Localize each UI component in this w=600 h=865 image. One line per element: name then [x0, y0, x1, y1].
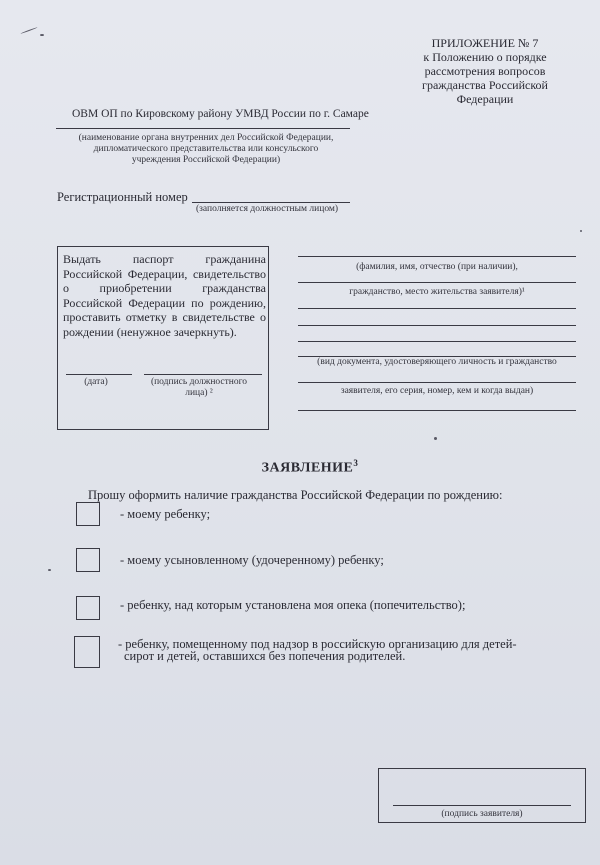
registration-label: Регистрационный номер: [57, 190, 188, 204]
applicant-signature-box: [378, 768, 586, 823]
statement-title-text: ЗАЯВЛЕНИЕ: [261, 460, 354, 476]
applicant-extra-line[interactable]: [298, 410, 576, 411]
applicant-address-line-2[interactable]: [298, 325, 576, 326]
option-adopted-child: - моему усыновленному (удочеренному) ребенку;: [120, 553, 384, 567]
option-supervised-child-cont: сирот и детей, оставшихся без попечения родителей.: [124, 649, 406, 663]
option-checkbox-supervised-child[interactable]: [74, 636, 100, 668]
appendix-line: рассмотрения вопросов: [424, 64, 546, 78]
applicant-document-details-line[interactable]: [298, 382, 576, 383]
official-box: [57, 246, 269, 430]
option-guardianship-child: - ребенку, над которым установлена моя опека (попечительство);: [120, 598, 466, 612]
applicant-citizenship-line[interactable]: [298, 282, 576, 283]
appendix-line: к Положению о порядке: [423, 50, 547, 64]
appendix-line: гражданства Российской: [422, 78, 548, 92]
statement-intro: Прошу оформить наличие гражданства Российской Федерации по рождению:: [88, 488, 503, 502]
option-own-child: - моему ребенку;: [120, 507, 211, 521]
scan-mark: [434, 437, 437, 440]
applicant-citizenship-caption: гражданство, место жительства заявителя)¹: [349, 287, 525, 297]
date-line[interactable]: [66, 374, 132, 375]
organ-name-value: ОВМ ОП по Кировскому району УМВД России по г. Самаре: [72, 108, 369, 120]
registration-caption: (заполняется должностным лицом): [196, 204, 339, 214]
caption-line: (наименование органа внутренних дел Российской Федерации,: [78, 133, 334, 143]
scan-mark: [20, 27, 37, 34]
appendix-line: Федерации: [456, 92, 514, 106]
caption-line: учреждения Российской Федерации): [131, 155, 281, 165]
scan-mark: [48, 569, 51, 571]
organ-name-line[interactable]: [56, 128, 350, 129]
option-supervised-child: - ребенку, помещенному под надзор в российскую организацию для детей-: [118, 637, 517, 651]
official-instruction: Выдать паспорт гражданина Российской Федерации, свидетельство о приобретении гражданства Российской Федерации по рождению, проставить отметку в свидетельстве о рождении (ненужное зачеркнуть).: [63, 252, 266, 339]
organ-name-caption: [56, 133, 356, 166]
caption-line: дипломатического представительства или консульского: [93, 144, 319, 154]
scan-mark: [580, 230, 582, 232]
appendix-header: [400, 36, 570, 106]
registration-number-line[interactable]: [192, 202, 350, 203]
statement-title: [0, 458, 600, 477]
applicant-document-details-caption: заявителя, его серия, номер, кем и когда выдан): [340, 386, 534, 396]
applicant-signature-line[interactable]: [393, 805, 571, 806]
applicant-address-line-1[interactable]: [298, 308, 576, 309]
scan-mark: [40, 34, 44, 36]
applicant-document-caption: (вид документа, удостоверяющего личность и гражданство: [317, 357, 557, 367]
date-caption: (дата): [84, 377, 108, 387]
option-checkbox-adopted-child[interactable]: [76, 548, 100, 572]
applicant-address-line-3[interactable]: [298, 341, 576, 342]
official-signature-caption: (подпись должностного лица) ²: [150, 377, 248, 398]
official-signature-line[interactable]: [144, 374, 262, 375]
appendix-line: ПРИЛОЖЕНИЕ № 7: [431, 36, 539, 50]
applicant-name-caption: (фамилия, имя, отчество (при наличии),: [356, 262, 518, 272]
option-checkbox-own-child[interactable]: [76, 502, 100, 526]
applicant-signature-caption: (подпись заявителя): [441, 809, 523, 819]
statement-footnote-mark: 3: [353, 458, 359, 468]
applicant-name-line[interactable]: [298, 256, 576, 257]
option-checkbox-guardianship-child[interactable]: [76, 596, 100, 620]
